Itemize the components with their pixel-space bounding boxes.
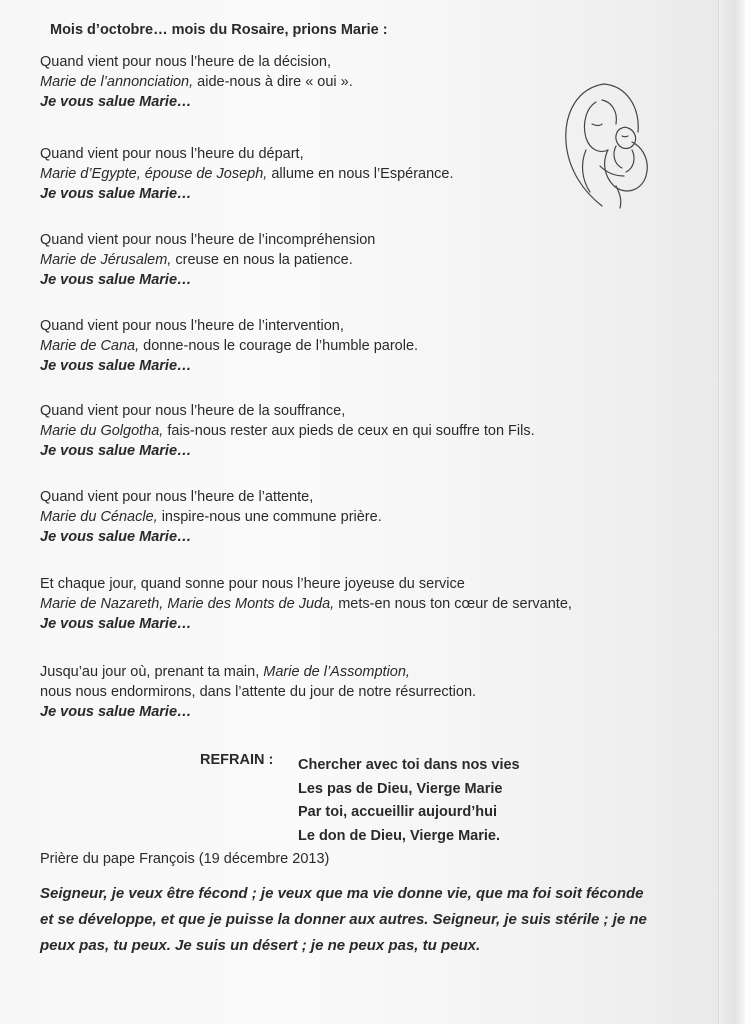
- stanza: [40, 316, 418, 376]
- marian-title: Marie de Jérusalem,: [40, 252, 172, 268]
- refrain-line: Par toi, accueillir aujourd’hui: [298, 804, 498, 820]
- marian-title: Marie de l’Assomption,: [263, 664, 410, 680]
- response-line: Je vous salue Marie…: [40, 94, 192, 110]
- stanza-line: nous nous endormirons, dans l’attente du jour de notre résurrection.: [40, 684, 477, 700]
- refrain-text: [298, 754, 520, 848]
- response-line: Je vous salue Marie…: [40, 186, 192, 202]
- refrain-line: Les pas de Dieu, Vierge Marie: [298, 780, 503, 797]
- stanza-line: Quand vient pour nous l’heure de l’incompréhension: [40, 232, 376, 248]
- prayer-text: [40, 881, 690, 959]
- prayer-line: peux pas, tu peux. Je suis un désert ; je ne peux pas, tu peux.: [40, 937, 481, 954]
- page-heading: Mois d’octobre… mois du Rosaire, prions Marie :: [50, 22, 388, 38]
- stanza-line: Quand vient pour nous l’heure de la souffrance,: [40, 403, 346, 419]
- stanza-line: [40, 662, 476, 682]
- stanza: [40, 144, 454, 204]
- prayer-line: Seigneur, je veux être fécond ; je veux que ma vie donne vie, que ma foi soit féconde: [40, 885, 644, 902]
- stanza-line: Quand vient pour nous l’heure de l’intervention,: [40, 318, 344, 334]
- response-line: Je vous salue Marie…: [40, 358, 192, 374]
- marian-title: Marie du Cénacle,: [40, 509, 158, 525]
- response-line: Je vous salue Marie…: [40, 616, 192, 632]
- marian-title: Marie de Cana,: [40, 338, 140, 354]
- stanza: [40, 401, 535, 461]
- response-line: Je vous salue Marie…: [40, 272, 192, 288]
- response-line: Je vous salue Marie…: [40, 443, 192, 459]
- petition-text: mets-en nous ton cœur de servante,: [334, 596, 572, 612]
- stanza-line: Quand vient pour nous l’heure de la décision,: [40, 54, 331, 70]
- marian-title: Marie du Golgotha,: [40, 423, 164, 439]
- stanza-line: [40, 164, 454, 184]
- stanza: [40, 662, 476, 722]
- stanza-line: Quand vient pour nous l’heure du départ,: [40, 146, 304, 162]
- response-line: Je vous salue Marie…: [40, 704, 192, 720]
- refrain-line: Chercher avec toi dans nos vies: [298, 757, 520, 773]
- refrain-label: REFRAIN :: [200, 752, 274, 768]
- stanza: [40, 487, 382, 547]
- page-edge-shadow: [718, 0, 745, 1024]
- petition-text: aide-nous à dire « oui ».: [193, 74, 353, 90]
- petition-text: creuse en nous la patience.: [171, 252, 353, 268]
- madonna-and-child-icon: [556, 80, 656, 210]
- prayer-title: Prière du pape François (19 décembre 2013): [40, 851, 330, 867]
- stanza: [40, 230, 375, 290]
- marian-title: Marie de Nazareth, Marie des Monts de Juda,: [40, 596, 335, 612]
- stanza-line: [40, 336, 418, 356]
- stanza: [40, 52, 353, 112]
- petition-text: inspire-nous une commune prière.: [157, 509, 382, 525]
- stanza: [40, 574, 572, 634]
- marian-title: Marie d’Egypte, épouse de Joseph,: [40, 166, 268, 182]
- response-line: Je vous salue Marie…: [40, 529, 192, 545]
- petition-text: fais-nous rester aux pieds de ceux en qui souffre ton Fils.: [163, 423, 535, 439]
- petition-text: donne-nous le courage de l’humble parole.: [139, 338, 419, 354]
- stanza-line: [40, 250, 375, 270]
- prayer-line: et se développe, et que je puisse la donner aux autres. Seigneur, je suis stérile ; je ne: [40, 911, 647, 928]
- petition-text: Jusqu’au jour où, prenant ta main,: [40, 664, 264, 680]
- stanza-line: Quand vient pour nous l’heure de l’attente,: [40, 489, 314, 505]
- petition-text: allume en nous l’Espérance.: [267, 166, 454, 182]
- stanza-line: [40, 421, 535, 441]
- stanza-line: [40, 507, 382, 527]
- stanza-line: [40, 594, 572, 614]
- stanza-line: [40, 72, 353, 92]
- refrain-line: Le don de Dieu, Vierge Marie.: [298, 827, 500, 844]
- stanza-line: Et chaque jour, quand sonne pour nous l’heure joyeuse du service: [40, 576, 465, 592]
- marian-title: Marie de l’annonciation,: [40, 74, 194, 90]
